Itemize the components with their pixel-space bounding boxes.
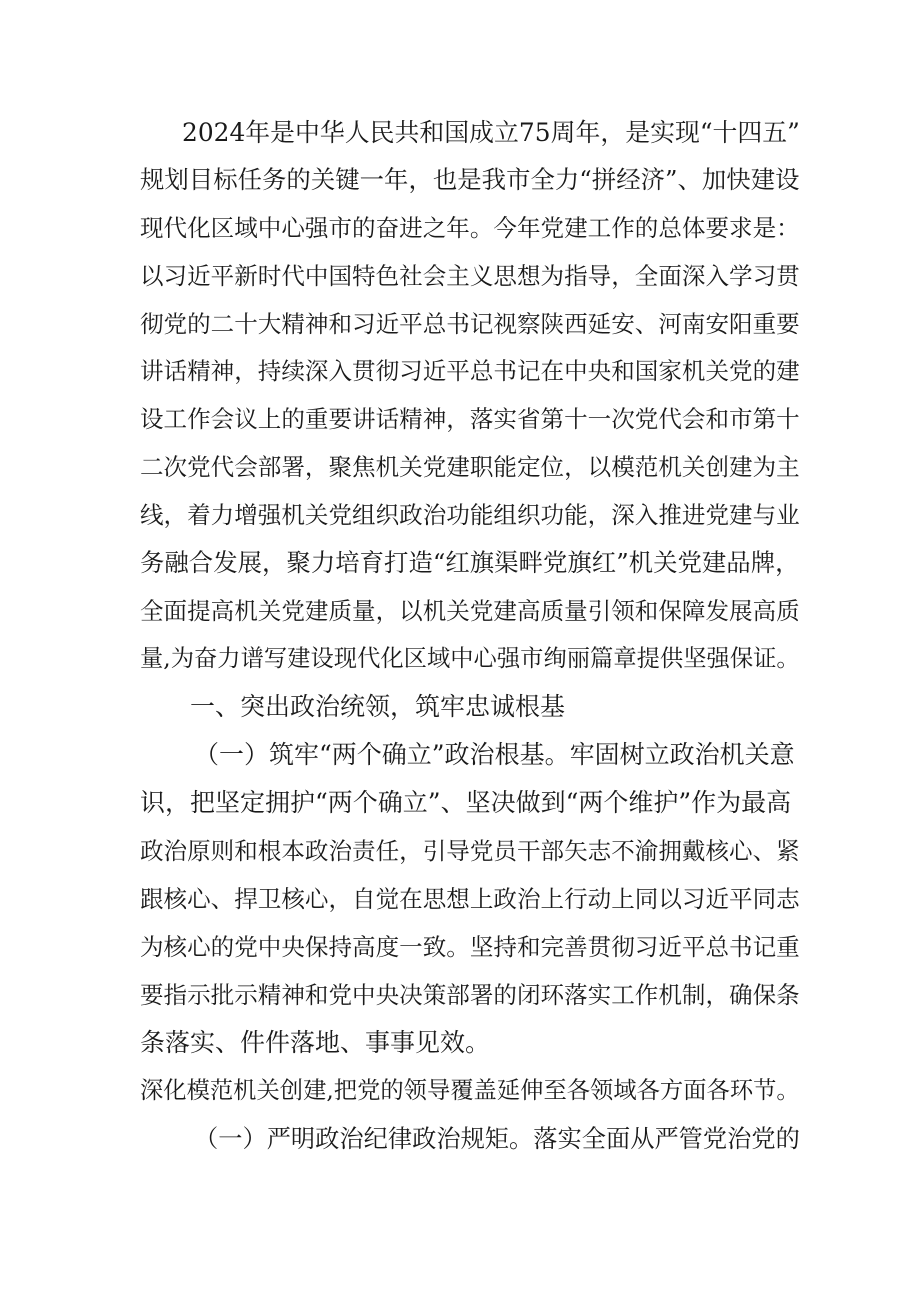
paragraph-1-line-3: 现代化区域中心强市的奋进之年。今年党建工作的总体要求是： — [140, 214, 800, 242]
section-heading: 一、突出政治统领，筑牢忠诚根基 — [190, 692, 566, 721]
paragraph-2-line-1: （一）筑牢“两个确立”政治根基。牢固树立政治机关意 — [194, 740, 795, 769]
paragraph-2-line-7: 条落实、件件落地、事事见效。 — [140, 1028, 491, 1057]
paragraph-1-line-12: 量,为奋力谱写建设现代化区域中心强市绚丽篇章提供坚强保证。 — [140, 645, 800, 672]
paragraph-2-line-2: 识，把坚定拥护“两个确立”、坚决做到“两个维护”作为最高 — [140, 788, 792, 817]
paragraph-2-line-5: 为核心的党中央保持高度一致。坚持和完善贯彻习近平总书记重 — [140, 933, 800, 961]
paragraph-1-line-11: 全面提高机关党建质量，以机关党建高质量引领和保障发展高质 — [140, 597, 800, 625]
paragraph-4-line-1: （一）严明政治纪律政治规矩。落实全面从严管党治党的 — [194, 1124, 800, 1153]
paragraph-1-line-9: 线，着力增强机关党组织政治功能组织功能，深入推进党建与业 — [140, 501, 800, 529]
paragraph-1-line-8: 二次党代会部署，聚焦机关党建职能定位，以模范机关创建为主 — [140, 453, 800, 481]
paragraph-1-line-1: 2024年是中华人民共和国成立75周年，是实现“十四五” — [182, 118, 800, 147]
paragraph-1-line-2: 规划目标任务的关键一年，也是我市全力“拼经济”、加快建设 — [140, 165, 800, 194]
paragraph-1-line-4: 以习近平新时代中国特色社会主义思想为指导，全面深入学习贯 — [140, 262, 800, 290]
paragraph-1-line-10: 务融合发展，聚力培育打造“红旗渠畔党旗红”机关党建品牌， — [140, 548, 800, 577]
paragraph-3-line-1: 深化模范机关创建,把党的领导覆盖延伸至各领域各方面各环节。 — [140, 1077, 800, 1104]
paragraph-2-line-6: 要指示批示精神和党中央决策部署的闭环落实工作机制，确保条 — [140, 981, 800, 1009]
paragraph-1-line-7: 设工作会议上的重要讲话精神，落实省第十一次党代会和市第十 — [140, 405, 800, 433]
paragraph-2-line-3: 政治原则和根本政治责任，引导党员干部矢志不渝拥戴核心、紧 — [140, 837, 800, 865]
paragraph-2-line-4: 跟核心、捍卫核心，自觉在思想上政治上行动上同以习近平同志 — [140, 885, 800, 913]
paragraph-1-line-6: 讲话精神，持续深入贯彻习近平总书记在中央和国家机关党的建 — [140, 357, 800, 385]
paragraph-1-line-5: 彻党的二十大精神和习近平总书记视察陕西延安、河南安阳重要 — [140, 310, 800, 338]
